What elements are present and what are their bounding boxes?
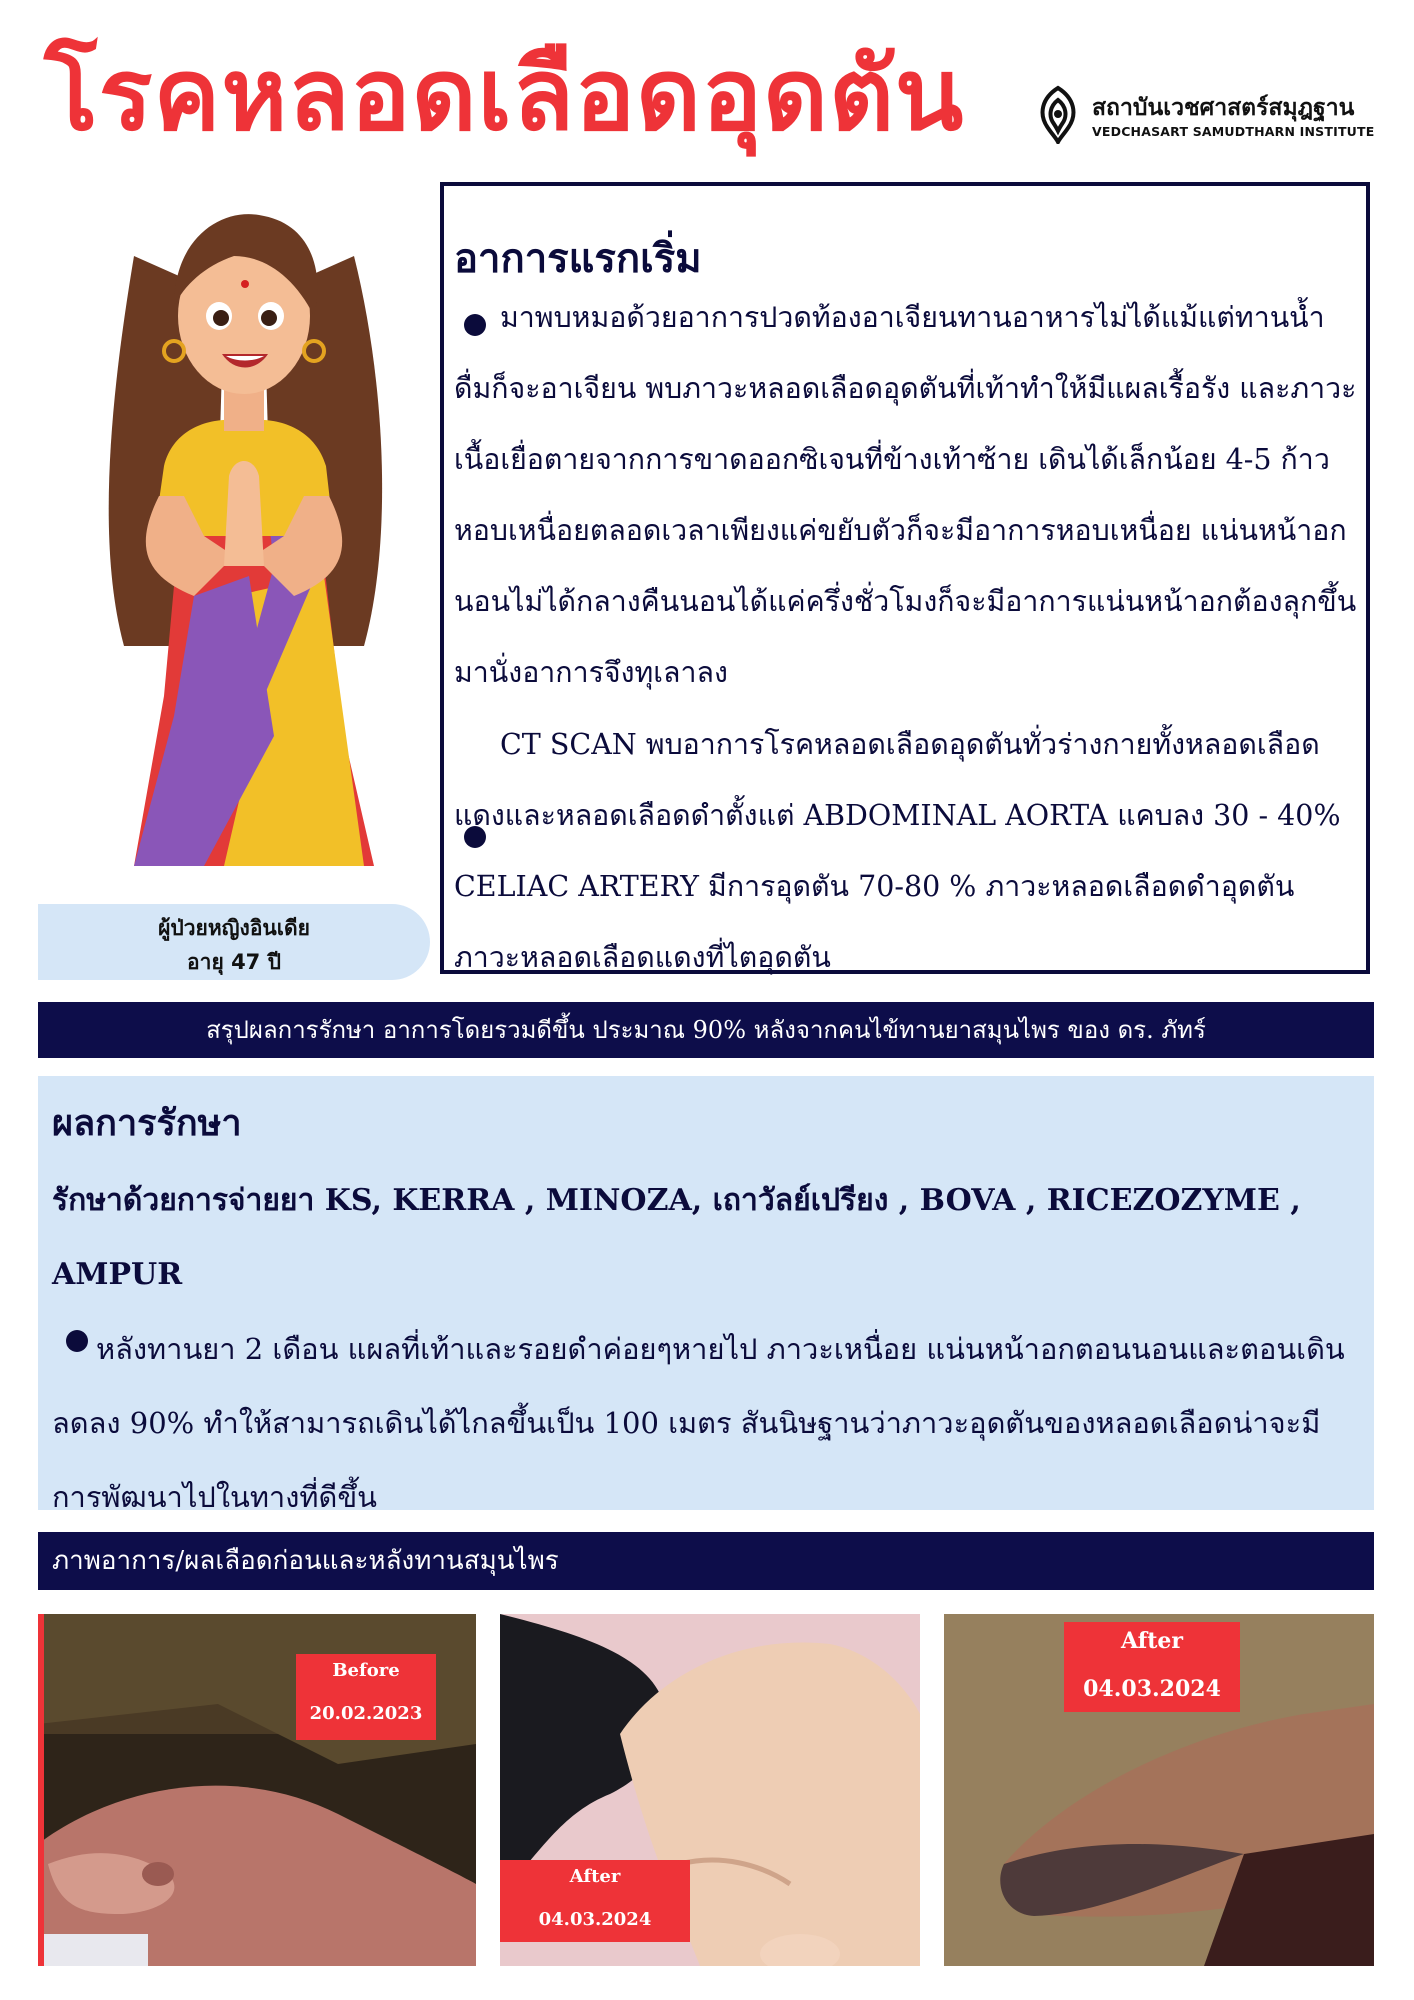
photo-date: 04.03.2024 — [1083, 1676, 1221, 1702]
symptoms-heading: อาการแรกเริ่ม — [454, 235, 702, 282]
photo-date: 20.02.2023 — [309, 1703, 423, 1724]
institute-logo-icon — [1030, 84, 1086, 144]
photo-label: Before — [332, 1660, 400, 1681]
patient-illustration — [74, 176, 414, 906]
page-title: โรคหลอดเลือดอุดตัน — [44, 36, 965, 153]
photo-label: After — [1121, 1628, 1183, 1654]
symptoms-paragraph-1: มาพบหมอด้วยอาการปวดท้องอาเจียนทานอาหารไม่ได้แม้แต่ทานน้ำดื่มก็จะอาเจียน พบภาวะหลอดเลือดอุดตันที่เท้าทำให้มีแผลเรื้อรัง และภาวะเนื้อเยื่อตายจากการขาดออกซิเจนที่ข้างเท้าซ้าย เดินได้เล็กน้อย 4-5 ก้าว หอบเหนื่อยตลอดเวลาเพียงแค่ขยับตัวก็จะมีอาการหอบเหนื่อย แน่นหน้าอก นอนไม่ได้กลางคืนนอนได้แค่ครึ่งชั่วโมงก็จะมีอาการแน่นหน้าอกต้องลุกขึ้นมานั่งอาการจึงทุเลาลง — [454, 301, 1357, 689]
treatment-outcome: หลังทานยา 2 เดือน แผลที่เท้าและรอยดำค่อยๆหายไป ภาวะเหนื่อย แน่นหน้าอกตอนนอนและตอนเดินลดลง 90% ทำให้สามารถเดินได้ไกลขึ้นเป็น 100 เมตร สันนิษฐานว่าภาวะอุดตันของหลอดเลือดน่าจะมีการพัฒนาไปในทางที่ดีขึ้น — [52, 1332, 1345, 1514]
after-tag-2 — [1064, 1622, 1240, 1712]
logo-thai-name: สถาบันเวชศาสตร์สมุฎฐาน — [1092, 95, 1355, 121]
treatment-results-panel — [38, 1076, 1374, 1514]
initial-symptoms-box — [440, 182, 1370, 974]
patient-description: ผู้ป่วยหญิงอินเดีย — [158, 916, 310, 940]
logo-english-name: VEDCHASART SAMUDTHARN INSTITUTE — [1092, 124, 1375, 139]
photo-date: 04.03.2024 — [538, 1909, 652, 1930]
symptoms-paragraph-2: CT SCAN พบอาการโรคหลอดเลือดอุดตันทั่วร่างกายทั้งหลอดเลือดแดงและหลอดเลือดดำตั้งแต่ ABDOMINAL AORTA แคบลง 30 - 40% CELIAC ARTERY มีการอุดตัน 70-80 % ภาวะหลอดเลือดดำอุดตัน ภาวะหลอดเลือดแดงที่ไตอุดตัน — [454, 728, 1341, 974]
gallery-heading-bar: ภาพอาการ/ผลเลือดก่อนและหลังทานสมุนไพร — [38, 1532, 1374, 1590]
before-photo — [38, 1614, 476, 1966]
prescribed-drugs: รักษาด้วยการจ่ายยา KS, KERRA , MINOZA, เถาวัลย์เปรียง , BOVA , RICEZOZYME , AMPUR — [52, 1183, 1301, 1292]
institute-logo — [1030, 82, 1375, 152]
after-photo-2 — [944, 1614, 1374, 1966]
after-tag-1 — [500, 1860, 690, 1942]
before-tag — [296, 1654, 436, 1740]
results-heading: ผลการรักษา — [52, 1102, 242, 1144]
photo-label: After — [569, 1866, 621, 1887]
treatment-summary-bar: สรุปผลการรักษา อาการโดยรวมดีขึ้น ประมาณ 90% หลังจากคนไข้ทานยาสมุนไพร ของ ดร. ภัทร์ — [38, 1002, 1374, 1058]
patient-caption — [38, 904, 430, 980]
after-photo-1 — [500, 1614, 920, 1966]
patient-age: อายุ 47 ปี — [187, 950, 281, 974]
